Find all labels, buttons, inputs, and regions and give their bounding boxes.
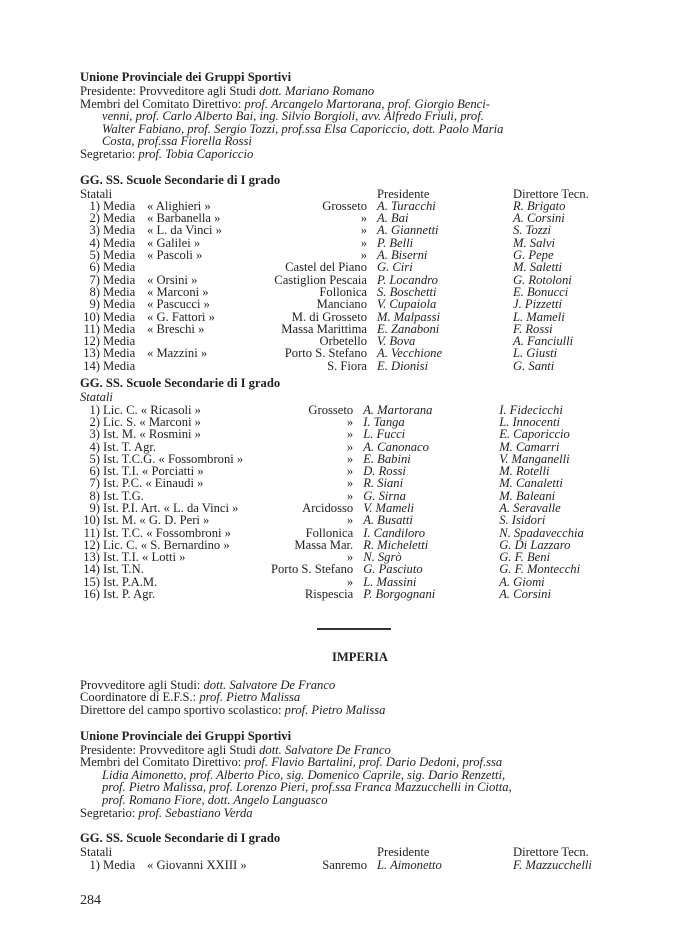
school-type: Media [103, 284, 136, 299]
director-name: M. Canaletti [499, 476, 563, 491]
table-row [80, 514, 584, 526]
school-location: » [360, 248, 367, 263]
row-number: 3) [89, 223, 100, 238]
director-name: J. Pizzetti [513, 297, 562, 312]
school-name: « Alighieri » [147, 198, 211, 213]
director-name: L. Giusti [513, 346, 558, 361]
school-name: « Breschi » [147, 321, 205, 336]
column-header-director: Direttore Tecn. [513, 845, 589, 860]
school-name: Ist. T.C.G. « Fossombroni » [103, 451, 244, 466]
school-type: Media [103, 358, 136, 373]
director-name: F. Mazzucchelli [513, 857, 592, 872]
school-location: » [346, 464, 354, 479]
school-name: Ist. P.C. « Einaudi » [103, 476, 204, 491]
director-name: G. Pepe [513, 248, 554, 263]
section-divider [317, 628, 391, 630]
director-name: E. Caporiccio [499, 427, 570, 442]
schools-table-1 [80, 173, 640, 372]
president-name: R. Siani [363, 476, 404, 491]
table-row [80, 224, 589, 236]
school-location: S. Fiora [327, 358, 367, 373]
row-number: 3) [89, 427, 100, 442]
row-number: 11) [83, 525, 100, 540]
president-name: V. Cupaiola [377, 297, 437, 312]
president-name: G. Sirna [363, 488, 406, 503]
section-title: GG. SS. Scuole Secondarie di I grado [80, 376, 281, 391]
director-name: L. Mameli [513, 309, 565, 324]
school-type: Media [103, 211, 136, 226]
table-row [80, 588, 584, 600]
row-number: 7) [89, 272, 100, 287]
school-name: Ist. T.G. [103, 488, 144, 503]
director-name: S. Tozzi [513, 223, 552, 238]
school-location: Massa Mar. [294, 537, 354, 552]
school-location: » [346, 574, 354, 589]
row-number: 9) [89, 297, 100, 312]
row-number: 1) [89, 402, 100, 417]
school-name: « Barbanella » [147, 211, 221, 226]
row-number: 13) [83, 346, 100, 361]
president-name: E. Zanaboni [377, 321, 440, 336]
school-name: « Giovanni XXIII » [147, 857, 247, 872]
union-section-grosseto [80, 70, 640, 161]
school-location: » [346, 451, 354, 466]
row-number: 2) [89, 211, 100, 226]
document-page [80, 70, 640, 871]
school-name: « L. da Vinci » [147, 223, 222, 238]
school-type: Media [103, 297, 136, 312]
statali-label: Statali [80, 390, 113, 405]
school-name: « Mazzini » [147, 346, 208, 361]
school-name: Ist. P. Agr. [103, 587, 156, 602]
secretary-line: Segretario: prof. Sebastiano Verda [80, 805, 253, 820]
members-continuation: Lidia Aimonetto, prof. Alberto Pico, sig. Domenico Caprile, sig. Dario Renzetti, [102, 767, 506, 782]
schools-table [80, 404, 584, 601]
row-number: 5) [89, 248, 100, 263]
school-name: Lic. C. « Ricasoli » [103, 402, 201, 417]
president-name: M. Malpassi [377, 309, 440, 324]
school-location: » [346, 513, 354, 528]
director-name: R. Brigato [513, 198, 566, 213]
president-name: A. Canonaco [363, 439, 429, 454]
school-type: Media [103, 309, 136, 324]
school-name: « Orsini » [147, 272, 198, 287]
row-number: 14) [83, 562, 100, 577]
school-location: » [346, 550, 354, 565]
school-name: Ist. T.I. « Lotti » [103, 550, 186, 565]
members-continuation: prof. Pietro Malissa, prof. Lorenzo Pieri, prof.ssa Franca Mazzucchelli in Ciotta, [102, 780, 512, 795]
school-location: » [346, 476, 354, 491]
school-location: Sanremo [322, 857, 367, 872]
section-title: Unione Provinciale dei Gruppi Sportivi [80, 728, 292, 743]
row-number: 4) [89, 439, 100, 454]
union-section-imperia [80, 729, 640, 820]
row-number: 16) [83, 587, 100, 602]
schools-table [80, 846, 592, 871]
school-name: Lic. S. « Marconi » [103, 414, 201, 429]
column-header-president: Presidente [377, 845, 430, 860]
school-location: » [346, 488, 354, 503]
school-location: » [346, 414, 354, 429]
school-type: Media [103, 346, 136, 361]
row-number: 10) [83, 309, 100, 324]
column-header-president: Presidente [377, 186, 430, 201]
school-location: Castiglion Pescaia [274, 272, 367, 287]
row-number: 15) [83, 574, 100, 589]
director-name: M. Baleani [499, 488, 556, 503]
president-name: I. Candiloro [363, 525, 425, 540]
school-name: « Marconi » [147, 284, 209, 299]
president-name: P. Belli [377, 235, 414, 250]
row-number: 4) [89, 235, 100, 250]
school-location: Manciano [316, 297, 367, 312]
school-location: Follonica [305, 525, 354, 540]
president-line: Presidente: Provveditore agli Studi dott. Salvatore De Franco [80, 742, 391, 757]
schools-table [80, 188, 589, 372]
president-name: A. Vecchione [377, 346, 443, 361]
row-number: 12) [83, 334, 100, 349]
table-row [80, 298, 589, 310]
school-name: « Galilei » [147, 235, 201, 250]
school-name: Ist. T.N. [103, 562, 144, 577]
school-location: Orbetello [319, 334, 367, 349]
school-name: Ist. P.I. Art. « L. da Vinci » [103, 500, 239, 515]
president-name: D. Rossi [363, 464, 406, 479]
school-location: Porto S. Stefano [284, 346, 367, 361]
school-location: » [346, 439, 354, 454]
row-number: 1) [89, 857, 100, 872]
school-name: Lic. C. « S. Bernardino » [103, 537, 230, 552]
president-name: I. Tanga [363, 414, 405, 429]
table-row [80, 441, 584, 453]
school-name: « Pascucci » [147, 297, 210, 312]
president-name: L. Aimonetto [377, 857, 442, 872]
director-name: G. Di Lazzaro [499, 537, 571, 552]
director-name: G. F. Beni [499, 550, 551, 565]
table-row [80, 477, 584, 489]
president-name: G. Ciri [377, 260, 413, 275]
row-number: 1) [89, 198, 100, 213]
school-location: M. di Grosseto [291, 309, 367, 324]
table-row [80, 428, 584, 440]
row-number: 10) [83, 513, 100, 528]
president-name: L. Massini [363, 574, 417, 589]
secretary-line: Segretario: prof. Tobia Caporiccio [80, 146, 254, 161]
president-line: Presidente: Provveditore agli Studi dott. Mariano Romano [80, 84, 375, 98]
director-name: F. Rossi [513, 321, 553, 336]
school-name: Ist. P.A.M. [103, 574, 158, 589]
school-name: Ist. T. Agr. [103, 439, 157, 454]
president-name: E. Dionisi [377, 358, 429, 373]
director-name: A. Seravalle [499, 500, 561, 515]
director-name: G. Santi [513, 358, 555, 373]
president-name: L. Fucci [363, 427, 406, 442]
director-name: V. Manganelli [499, 451, 570, 466]
schools-table-3 [80, 831, 640, 871]
school-name: Ist. T.I. « Porciatti » [103, 464, 204, 479]
statali-label: Statali [80, 186, 113, 201]
school-type: Media [103, 260, 136, 275]
members-continuation: Walter Fabiano, prof. Sergio Tozzi, prof.ssa Elsa Caporiccio, dott. Paolo Maria [102, 121, 504, 136]
row-number: 12) [83, 537, 100, 552]
school-location: Rispescia [304, 587, 354, 602]
director-name: A. Giomi [499, 574, 545, 589]
school-location: Grosseto [322, 198, 367, 213]
table-row [80, 360, 589, 372]
president-name: A. Biserni [377, 248, 428, 263]
school-type: Media [103, 272, 136, 287]
school-location: » [360, 235, 367, 250]
school-name: « Pascoli » [147, 248, 203, 263]
school-type: Media [103, 235, 136, 250]
director-name: M. Saletti [513, 260, 562, 275]
director-name: G. F. Montecchi [499, 562, 581, 577]
table-row [80, 261, 589, 273]
row-number: 2) [89, 414, 100, 429]
director-name: A. Corsini [513, 211, 565, 226]
row-number: 11) [83, 321, 100, 336]
president-name: V. Bova [377, 334, 416, 349]
school-name [147, 261, 257, 273]
president-name: N. Sgrò [363, 550, 402, 565]
school-location: » [360, 211, 367, 226]
director-name: A. Fanciulli [513, 334, 574, 349]
row-number: 6) [89, 260, 100, 275]
row-number: 8) [89, 488, 100, 503]
school-type: Media [103, 223, 136, 238]
school-type: Media [103, 321, 136, 336]
members-continuation: venni, prof. Carlo Alberto Bai, ing. Silvio Borgioli, avv. Alfredo Friuli, prof. [102, 109, 484, 124]
page-number: 284 [80, 893, 101, 908]
row-number: 13) [83, 550, 100, 565]
school-location: Follonica [319, 284, 367, 299]
president-name: V. Mameli [363, 500, 415, 515]
president-name: A. Bai [377, 211, 409, 226]
president-name: A. Giannetti [377, 223, 439, 238]
section-title: GG. SS. Scuole Secondarie di I grado [80, 831, 281, 846]
director-name: I. Fidecicchi [499, 402, 563, 417]
table-row [80, 347, 589, 359]
members-continuation: prof. Romano Fiore, dott. Angelo Languasco [102, 793, 328, 808]
row-number: 5) [89, 451, 100, 466]
row-number: 9) [89, 500, 100, 515]
school-type: Media [103, 198, 136, 213]
director-name: L. Innocenti [499, 414, 561, 429]
director-name: M. Salvi [513, 235, 555, 250]
table-row [80, 563, 584, 575]
director-name: E. Bonucci [513, 284, 569, 299]
section-title: GG. SS. Scuole Secondarie di I grado [80, 172, 281, 187]
official-line: Provveditore agli Studi: dott. Salvatore De Franco [80, 677, 336, 692]
president-name: S. Boschetti [377, 284, 437, 299]
president-name: E. Babini [363, 451, 411, 466]
members-continuation: Costa, prof.ssa Fiorella Rossi [102, 134, 252, 149]
president-name: A. Martorana [363, 402, 433, 417]
president-name: A. Busatti [363, 513, 413, 528]
school-location: Arcidosso [302, 500, 354, 515]
school-name [147, 360, 257, 372]
school-location: » [360, 223, 367, 238]
row-number: 14) [83, 358, 100, 373]
section-title: Unione Provinciale dei Gruppi Sportivi [80, 70, 292, 84]
president-name: A. Turacchi [377, 198, 436, 213]
row-number: 7) [89, 476, 100, 491]
director-name: S. Isidori [499, 513, 546, 528]
school-name: Ist. T.C. « Fossombroni » [103, 525, 231, 540]
president-name: R. Micheletti [363, 537, 429, 552]
school-location: Massa Marittima [281, 321, 367, 336]
province-heading: IMPERIA [332, 649, 388, 664]
president-name: P. Borgognani [363, 587, 436, 602]
director-name: G. Rotoloni [513, 272, 572, 287]
school-name: « G. Fattori » [147, 309, 215, 324]
school-name: Ist. M. « Rosmini » [103, 427, 201, 442]
school-type: Media [103, 857, 136, 872]
imperia-officials [80, 679, 640, 717]
director-name: A. Corsini [499, 587, 551, 602]
row-number: 6) [89, 464, 100, 479]
official-line: Coordinatore di E.F.S.: prof. Pietro Malissa [80, 690, 301, 705]
director-name: M. Rotelli [499, 464, 550, 479]
members-line: Membri del Comitato Direttivo: prof. Arcangelo Martorana, prof. Giorgio Benci- [80, 96, 490, 111]
president-name: G. Pasciuto [363, 562, 423, 577]
school-type: Media [103, 334, 136, 349]
director-name: M. Camarri [499, 439, 560, 454]
school-location: Grosseto [308, 402, 354, 417]
school-type: Media [103, 248, 136, 263]
president-name: P. Locandro [377, 272, 438, 287]
column-header-director: Direttore Tecn. [513, 186, 589, 201]
school-name: Ist. M. « G. D. Peri » [103, 513, 210, 528]
statali-label: Statali [80, 845, 113, 860]
school-location: » [346, 427, 354, 442]
official-line: Direttore del campo sportivo scolastico: prof. Pietro Malissa [80, 703, 386, 718]
table-row [80, 311, 589, 323]
row-number: 8) [89, 284, 100, 299]
school-location: Castel del Piano [285, 260, 367, 275]
school-location: Porto S. Stefano [270, 562, 354, 577]
table-row [80, 859, 592, 871]
members-line: Membri del Comitato Direttivo: prof. Flavio Bartalini, prof. Dario Dedoni, prof.ssa [80, 755, 503, 770]
director-name: N. Spadavecchia [499, 525, 584, 540]
schools-table-2 [80, 376, 640, 600]
